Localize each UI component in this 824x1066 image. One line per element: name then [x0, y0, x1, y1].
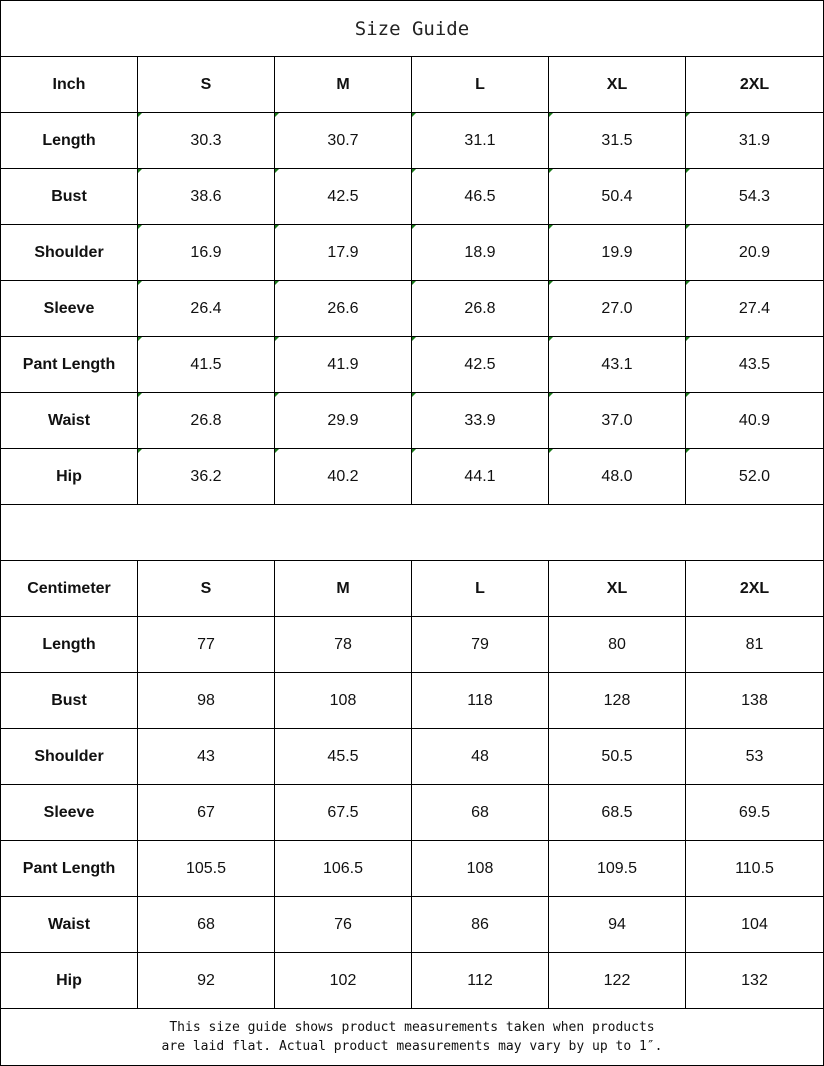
size-header: L [412, 57, 549, 113]
measurement-value [275, 785, 412, 841]
value-text: 20.9 [738, 243, 771, 261]
measurement-label: Bust [1, 673, 138, 729]
value-text: 30.7 [327, 131, 359, 149]
measurement-value [549, 729, 686, 785]
unit-header: Centimeter [1, 561, 138, 617]
value-text: 52.0 [738, 467, 771, 485]
measurement-value [275, 449, 412, 505]
value-text: 36.2 [190, 467, 222, 485]
size-header: M [275, 57, 412, 113]
value-text: 27.4 [738, 299, 771, 317]
value-text: 38.6 [190, 187, 222, 205]
value-text: 16.9 [190, 243, 222, 261]
value-text: 48 [471, 747, 489, 765]
cell-marker-icon [549, 281, 553, 285]
measurement-label: Sleeve [1, 281, 138, 337]
value-text: 41.9 [327, 355, 359, 373]
table-row [1, 841, 824, 897]
table-row [1, 897, 824, 953]
measurement-value [412, 841, 549, 897]
value-text: 108 [329, 691, 357, 709]
size-header: 2XL [686, 57, 824, 113]
value-text: 80 [608, 635, 626, 653]
value-text: 86 [471, 915, 489, 933]
measurement-value [549, 841, 686, 897]
value-text: 27.0 [601, 299, 633, 317]
size-header: 2XL [686, 561, 824, 617]
measurement-value [138, 785, 275, 841]
measurement-value [549, 673, 686, 729]
measurement-value [686, 617, 824, 673]
measurement-value [275, 953, 412, 1009]
value-text: 69.5 [738, 803, 771, 821]
measurement-value [412, 897, 549, 953]
value-text: 98 [197, 691, 215, 709]
measurement-value [686, 841, 824, 897]
cell-marker-icon [275, 113, 279, 117]
measurement-value [275, 841, 412, 897]
measurement-value [549, 897, 686, 953]
measurement-value [138, 953, 275, 1009]
table-row [1, 169, 824, 225]
unit-header: Inch [1, 57, 138, 113]
cell-marker-icon [686, 393, 690, 397]
measurement-value [412, 393, 549, 449]
measurement-label: Bust [1, 169, 138, 225]
measurement-value [549, 953, 686, 1009]
value-text: 68 [471, 803, 489, 821]
cell-marker-icon [138, 393, 142, 397]
cell-marker-icon [275, 281, 279, 285]
cell-marker-icon [275, 169, 279, 173]
measurement-value [275, 281, 412, 337]
measurement-label: Shoulder [1, 729, 138, 785]
table-row [1, 337, 824, 393]
table-row [1, 281, 824, 337]
table-spacer [1, 505, 824, 561]
size-header: XL [549, 561, 686, 617]
value-text: 109.5 [596, 859, 638, 877]
measurement-value [275, 897, 412, 953]
measurement-value [549, 225, 686, 281]
measurement-value [138, 729, 275, 785]
measurement-value [412, 953, 549, 1009]
value-text: 42.5 [464, 355, 496, 373]
measurement-value [138, 617, 275, 673]
cell-marker-icon [412, 337, 416, 341]
cell-marker-icon [275, 449, 279, 453]
measurement-label: Pant Length [1, 337, 138, 393]
measurement-value [686, 673, 824, 729]
table-row [1, 449, 824, 505]
inch-table [1, 57, 824, 505]
measurement-value [138, 841, 275, 897]
measurement-label: Hip [1, 449, 138, 505]
measurement-value [686, 897, 824, 953]
table-row [1, 393, 824, 449]
measurement-value [412, 337, 549, 393]
cell-marker-icon [686, 337, 690, 341]
centimeter-table [1, 561, 824, 1009]
measurement-value [686, 953, 824, 1009]
measurement-value [138, 225, 275, 281]
cell-marker-icon [275, 393, 279, 397]
table-row [1, 673, 824, 729]
measurement-value [686, 281, 824, 337]
value-text: 43.5 [738, 355, 771, 373]
measurement-value [412, 673, 549, 729]
value-text: 19.9 [601, 243, 633, 261]
measurement-value [549, 337, 686, 393]
size-header: L [412, 561, 549, 617]
value-text: 26.8 [190, 411, 222, 429]
measurement-label: Waist [1, 393, 138, 449]
measurement-value [686, 449, 824, 505]
value-text: 26.6 [327, 299, 359, 317]
table-row [1, 113, 824, 169]
measurement-value [275, 113, 412, 169]
measurement-value [686, 337, 824, 393]
value-text: 18.9 [464, 243, 496, 261]
value-text: 112 [467, 971, 493, 989]
measurement-value [686, 785, 824, 841]
value-text: 17.9 [327, 243, 359, 261]
measurement-value [412, 785, 549, 841]
measurement-value [686, 169, 824, 225]
value-text: 132 [741, 971, 768, 989]
value-text: 46.5 [464, 187, 496, 205]
value-text: 92 [197, 971, 215, 989]
size-guide-title: Size Guide [1, 1, 824, 57]
measurement-value [275, 225, 412, 281]
cell-marker-icon [412, 281, 416, 285]
value-text: 78 [334, 635, 352, 653]
value-text: 77 [197, 635, 215, 653]
table-row [1, 953, 824, 1009]
value-text: 68.5 [601, 803, 633, 821]
cell-marker-icon [686, 169, 690, 173]
table-row [1, 729, 824, 785]
size-header: M [275, 561, 412, 617]
measurement-label: Sleeve [1, 785, 138, 841]
cell-marker-icon [412, 169, 416, 173]
cell-marker-icon [686, 225, 690, 229]
measurement-label: Shoulder [1, 225, 138, 281]
measurement-label: Pant Length [1, 841, 138, 897]
cell-marker-icon [549, 393, 553, 397]
value-text: 79 [471, 635, 489, 653]
cell-marker-icon [549, 169, 553, 173]
value-text: 102 [329, 971, 357, 989]
value-text: 94 [608, 915, 626, 933]
measurement-value [549, 281, 686, 337]
measurement-value [412, 449, 549, 505]
measurement-value [275, 169, 412, 225]
value-text: 33.9 [464, 411, 496, 429]
measurement-label: Length [1, 617, 138, 673]
measurement-value [549, 617, 686, 673]
value-text: 44.1 [464, 467, 496, 485]
measurement-value [549, 169, 686, 225]
cell-marker-icon [412, 393, 416, 397]
cell-marker-icon [686, 449, 690, 453]
size-guide-note [1, 1009, 824, 1066]
header-row [1, 57, 824, 113]
table-row [1, 785, 824, 841]
value-text: 54.3 [738, 187, 771, 205]
cell-marker-icon [412, 449, 416, 453]
cell-marker-icon [138, 281, 142, 285]
cell-marker-icon [138, 169, 142, 173]
cell-marker-icon [686, 281, 690, 285]
size-header: S [138, 57, 275, 113]
measurement-value [549, 393, 686, 449]
value-text: 76 [334, 915, 352, 933]
table-row [1, 617, 824, 673]
cell-marker-icon [138, 449, 142, 453]
measurement-value [275, 617, 412, 673]
note-line-2: are laid flat. Actual product measurements may vary by up to 1″. [161, 1039, 663, 1054]
measurement-value [686, 729, 824, 785]
value-text: 42.5 [327, 187, 359, 205]
value-text: 50.4 [601, 187, 633, 205]
cell-marker-icon [412, 225, 416, 229]
measurement-value [686, 225, 824, 281]
cell-marker-icon [138, 225, 142, 229]
cell-marker-icon [549, 225, 553, 229]
value-text: 67.5 [327, 803, 359, 821]
value-text: 48.0 [601, 467, 633, 485]
value-text: 110.5 [735, 859, 774, 877]
measurement-label: Waist [1, 897, 138, 953]
measurement-value [412, 729, 549, 785]
cell-marker-icon [549, 449, 553, 453]
measurement-value [138, 169, 275, 225]
measurement-value [412, 225, 549, 281]
cell-marker-icon [275, 337, 279, 341]
table-row [1, 225, 824, 281]
measurement-value [138, 337, 275, 393]
measurement-value [138, 113, 275, 169]
measurement-value [412, 169, 549, 225]
measurement-value [275, 729, 412, 785]
note-line-1: This size guide shows product measurements taken when products [169, 1020, 655, 1035]
size-header: XL [549, 57, 686, 113]
value-text: 45.5 [327, 747, 359, 765]
measurement-value [549, 449, 686, 505]
value-text: 41.5 [190, 355, 222, 373]
size-header: S [138, 561, 275, 617]
measurement-label: Hip [1, 953, 138, 1009]
cell-marker-icon [686, 113, 690, 117]
cell-marker-icon [412, 113, 416, 117]
cell-marker-icon [138, 337, 142, 341]
header-row [1, 561, 824, 617]
value-text: 31.9 [738, 131, 771, 149]
value-text: 30.3 [190, 131, 222, 149]
measurement-value [138, 897, 275, 953]
value-text: 31.1 [464, 131, 496, 149]
cell-marker-icon [549, 113, 553, 117]
cell-marker-icon [549, 337, 553, 341]
value-text: 105.5 [185, 859, 227, 877]
value-text: 106.5 [322, 859, 364, 877]
value-text: 50.5 [601, 747, 633, 765]
measurement-value [412, 281, 549, 337]
measurement-value [412, 113, 549, 169]
value-text: 118 [467, 691, 493, 709]
value-text: 40.2 [327, 467, 359, 485]
value-text: 81 [745, 635, 764, 653]
value-text: 43.1 [601, 355, 633, 373]
measurement-value [686, 113, 824, 169]
measurement-value [412, 617, 549, 673]
measurement-value [275, 393, 412, 449]
measurement-value [686, 393, 824, 449]
value-text: 31.5 [601, 131, 633, 149]
measurement-value [275, 337, 412, 393]
value-text: 67 [197, 803, 215, 821]
value-text: 26.8 [464, 299, 496, 317]
value-text: 108 [466, 859, 494, 877]
measurement-value [138, 673, 275, 729]
value-text: 43 [197, 747, 215, 765]
measurement-value [138, 449, 275, 505]
cell-marker-icon [138, 113, 142, 117]
value-text: 122 [603, 971, 631, 989]
value-text: 37.0 [601, 411, 633, 429]
value-text: 26.4 [190, 299, 222, 317]
value-text: 68 [197, 915, 215, 933]
measurement-value [138, 393, 275, 449]
measurement-label: Length [1, 113, 138, 169]
value-text: 53 [745, 747, 764, 765]
value-text: 138 [741, 691, 768, 709]
measurement-value [549, 785, 686, 841]
measurement-value [275, 673, 412, 729]
value-text: 104 [741, 915, 768, 933]
value-text: 128 [603, 691, 631, 709]
measurement-value [549, 113, 686, 169]
measurement-value [138, 281, 275, 337]
value-text: 29.9 [327, 411, 359, 429]
value-text: 40.9 [738, 411, 771, 429]
cell-marker-icon [275, 225, 279, 229]
